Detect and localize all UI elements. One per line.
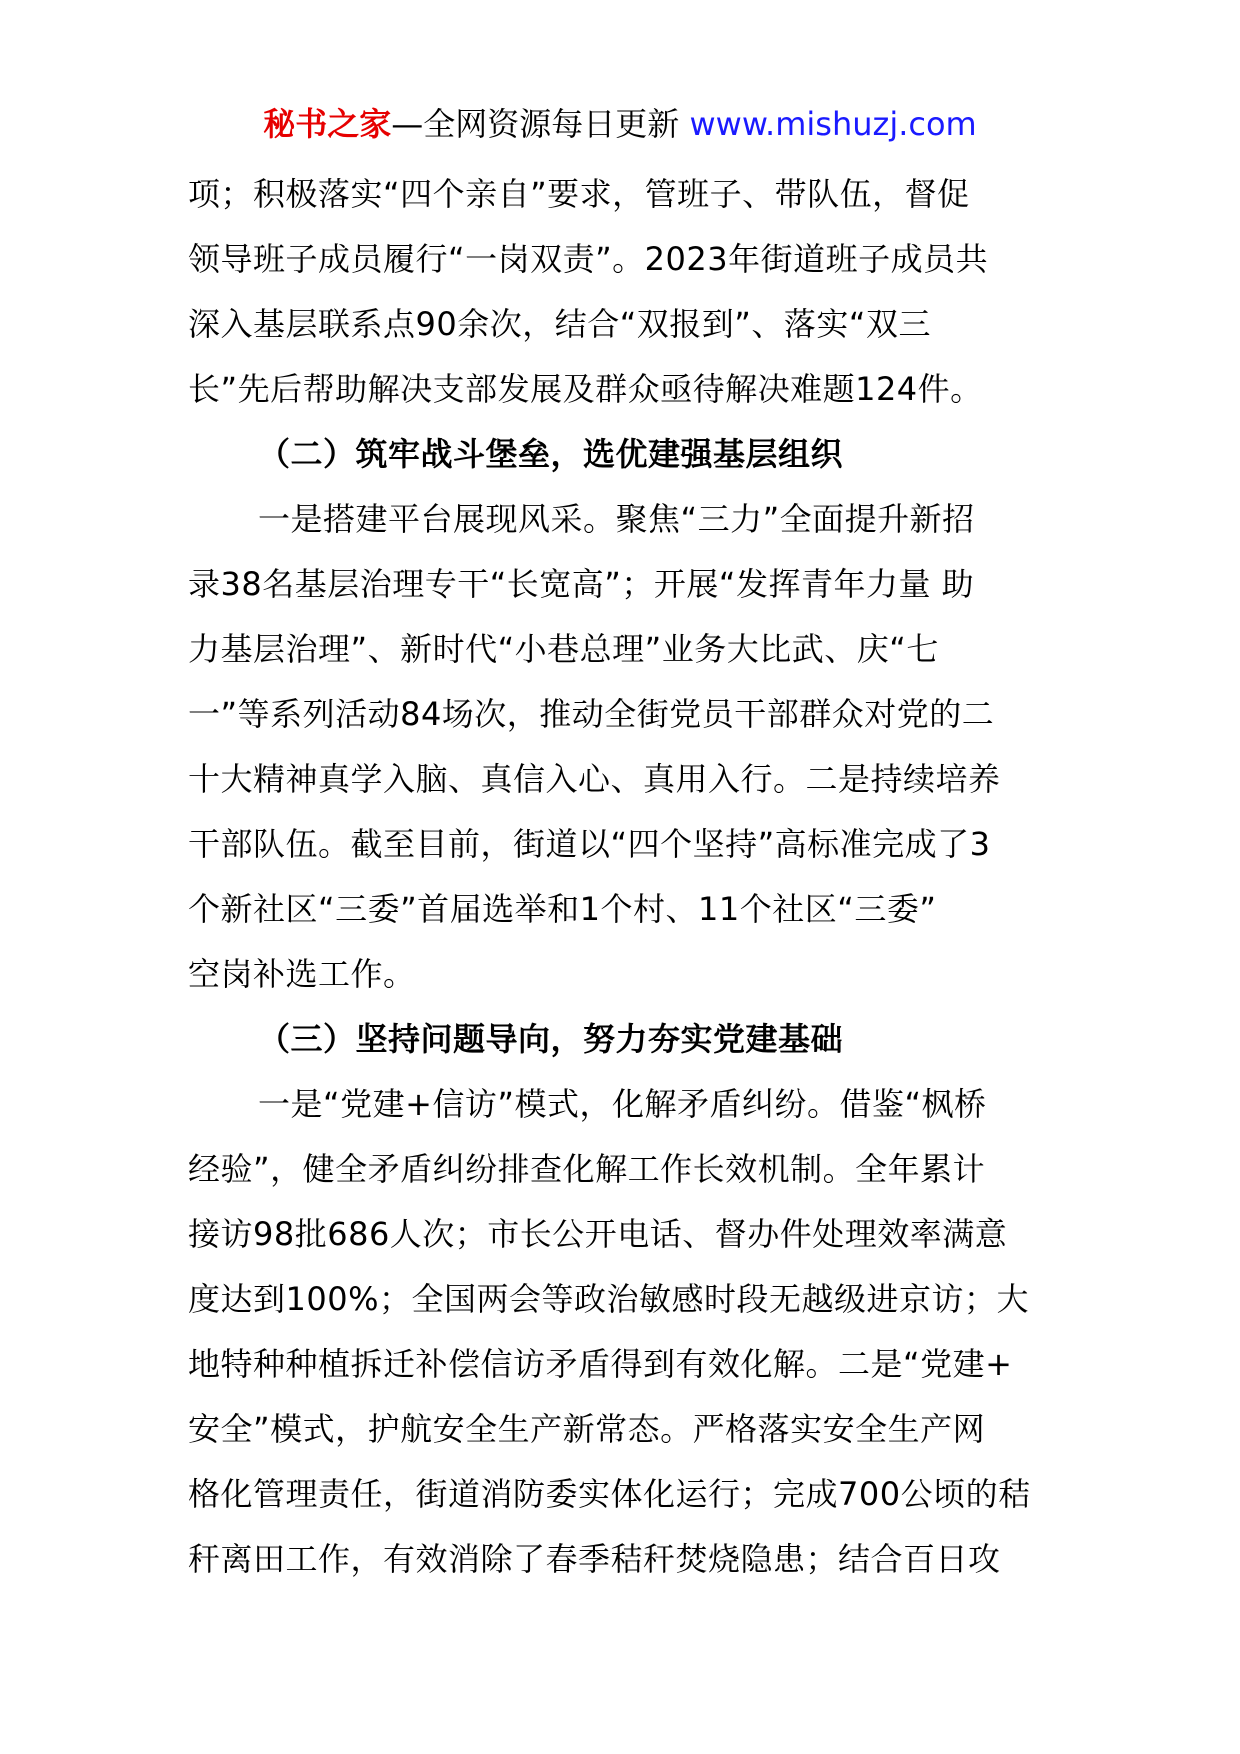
text-line: 深入基层联系点90余次，结合“双报到”、落实“双三 <box>188 305 931 343</box>
text-line: 录38名基层治理专干“长宽高”；开展“发挥青年力量 助 <box>188 565 975 603</box>
header-url: www.mishuzj.com <box>689 105 977 143</box>
text-line: 力基层治理”、新时代“小巷总理”业务大比武、庆“七 <box>188 630 939 668</box>
text-line: 干部队伍。截至目前，街道以“四个坚持”高标准完成了3 <box>188 825 991 863</box>
text-line: 十大精神真学入脑、真信入心、真用入行。二是持续培养 <box>188 760 1001 798</box>
text-line: 长”先后帮助解决支部发展及群众亟待解决难题124件。 <box>188 370 983 408</box>
text-line: 一”等系列活动84场次，推动全街党员干部群众对党的二 <box>188 695 995 733</box>
section-heading-2: （二）筑牢战斗堡垒，选优建强基层组织 <box>258 435 844 473</box>
text-line: 一是“党建+信访”模式，化解矛盾纠纷。借鉴“枫桥 <box>258 1085 987 1123</box>
document-body <box>188 162 1058 1592</box>
text-line: 度达到100%；全国两会等政治敏感时段无越级进京访；大 <box>188 1280 1029 1318</box>
text-line: 个新社区“三委”首届选举和1个村、11个社区“三委” <box>188 890 937 928</box>
text-line: 领导班子成员履行“一岗双责”。2023年街道班子成员共 <box>188 240 989 278</box>
text-line: 地特种种植拆迁补偿信访矛盾得到有效化解。二是“党建+ <box>188 1345 1013 1383</box>
text-line: 秆离田工作，有效消除了春季秸秆焚烧隐患；结合百日攻 <box>188 1540 1001 1578</box>
text-line: 安全”模式，护航安全生产新常态。严格落实安全生产网 <box>188 1410 986 1448</box>
page-header <box>0 102 1240 146</box>
text-line: 空岗补选工作。 <box>188 955 416 993</box>
text-line: 接访98批686人次；市长公开电话、督办件处理效率满意 <box>188 1215 1008 1253</box>
header-tagline: —全网资源每日更新 <box>391 105 680 143</box>
text-line: 格化管理责任，街道消防委实体化运行；完成700公顷的秸 <box>188 1475 1031 1513</box>
text-line: 经验”，健全矛盾纠纷排查化解工作长效机制。全年累计 <box>188 1150 986 1188</box>
text-line: 项；积极落实“四个亲自”要求，管班子、带队伍，督促 <box>188 175 970 213</box>
brand-name: 秘书之家 <box>263 105 392 143</box>
text-line: 一是搭建平台展现风采。聚焦“三力”全面提升新招 <box>258 500 975 538</box>
section-heading-3: （三）坚持问题导向，努力夯实党建基础 <box>258 1020 844 1058</box>
